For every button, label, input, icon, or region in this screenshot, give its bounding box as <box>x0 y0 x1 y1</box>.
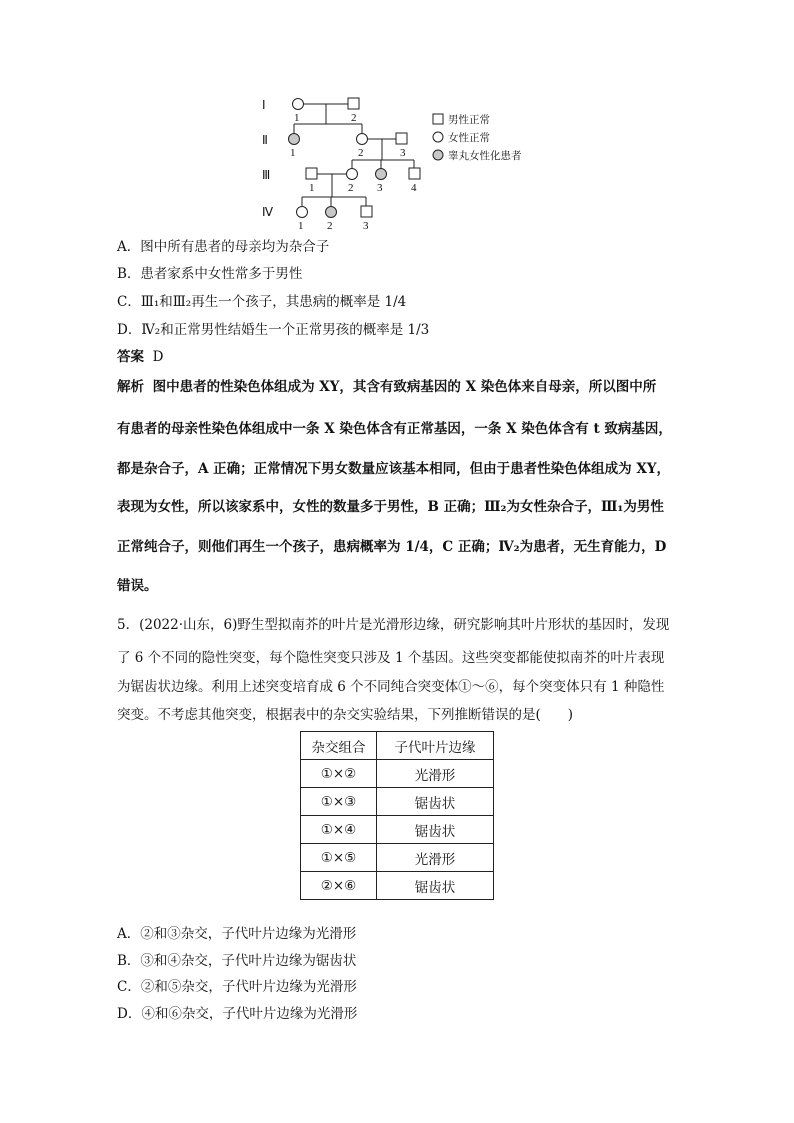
individual-number: 2 <box>327 220 333 232</box>
generation-label: Ⅳ <box>262 205 274 219</box>
q5-stem-line-4: 突变。不考虑其他突变，根据表中的杂交实验结果，下列推断错误的是( ) <box>117 707 574 723</box>
individual-II-2 <box>357 134 368 145</box>
individual-II-1 <box>289 134 300 145</box>
individual-number: 2 <box>348 182 354 194</box>
individual-number: 1 <box>294 112 300 124</box>
circle-shaded-icon <box>433 150 443 160</box>
table-cell: 锯齿状 <box>377 816 494 844</box>
individual-number: 3 <box>400 147 406 159</box>
individual-III-3 <box>376 169 387 180</box>
answer-value: D <box>152 349 164 365</box>
individual-IV-1 <box>297 207 308 218</box>
q5-option-b: B．③和④杂交，子代叶片边缘为锯齿状 <box>117 953 357 969</box>
table-cell: 光滑形 <box>377 760 494 788</box>
q5-option-c: C．②和⑤杂交，子代叶片边缘为光滑形 <box>117 979 357 995</box>
table-cell: ②×⑥ <box>301 872 377 900</box>
individual-I-2 <box>348 98 359 109</box>
analysis-line-2: 有患者的母亲性染色体组成中一条 X 染色体含有正常基因，一条 X 染色体含有 t 致病基因， <box>117 421 672 437</box>
table-row <box>301 788 494 816</box>
q5-option-a: A．②和③杂交，子代叶片边缘为光滑形 <box>117 926 357 942</box>
individual-III-1 <box>306 168 317 179</box>
table-cell: 光滑形 <box>377 844 494 872</box>
square-outline-icon <box>433 114 443 124</box>
individual-number: 1 <box>298 220 304 232</box>
q4-option-b: B．患者家系中女性常多于男性 <box>117 266 303 282</box>
pedigree-diagram <box>0 0 794 240</box>
q4-option-c: C．Ⅲ₁和Ⅲ₂再生一个孩子，其患病的概率是 1/4 <box>117 294 407 310</box>
table-row <box>301 872 494 900</box>
individual-number: 3 <box>377 182 383 194</box>
q5-option-d: D．④和⑥杂交，子代叶片边缘为光滑形 <box>117 1006 358 1022</box>
individual-number: 1 <box>290 147 296 159</box>
q4-option-a: A．图中所有患者的母亲均为杂合子 <box>117 239 330 255</box>
individual-III-4 <box>409 168 420 179</box>
table-header: 杂交组合 <box>301 732 377 760</box>
generation-label: Ⅰ <box>262 98 266 112</box>
table-row <box>301 760 494 788</box>
analysis-line-5: 正常纯合子，则他们再生一个孩子，患病概率为 1/4，C 正确；Ⅳ₂为患者，无生育能力，D <box>117 539 667 555</box>
legend-label: 男性正常 <box>448 114 490 126</box>
analysis-line-3: 都是杂合子，A 正确；正常情况下男女数量应该基本相同，但由于患者性染色体组成为 XY， <box>117 461 670 477</box>
individual-I-1 <box>293 99 304 110</box>
q5-stem-line-1: 5．(2022·山东，6)野生型拟南芥的叶片是光滑形边缘，研究影响其叶片形状的基因时，发现 <box>117 617 670 633</box>
table-header: 子代叶片边缘 <box>377 732 494 760</box>
individual-number: 1 <box>309 182 315 194</box>
legend-label: 睾丸女性化患者 <box>448 150 522 162</box>
table-cell: 锯齿状 <box>377 788 494 816</box>
table-header-row <box>301 732 494 760</box>
table-cell: ①×③ <box>301 788 377 816</box>
table-row <box>301 816 494 844</box>
table-row <box>301 844 494 872</box>
circle-outline-icon <box>433 132 443 142</box>
legend-label: 女性正常 <box>448 132 490 144</box>
answer-line <box>117 347 163 367</box>
individual-II-3 <box>396 133 407 144</box>
table-cell: 锯齿状 <box>377 872 494 900</box>
q5-stem-line-3: 为锯齿状边缘。利用上述突变培育成 6 个不同纯合突变体①～⑥，每个突变体只有 1 种隐性 <box>117 679 665 695</box>
individual-number: 3 <box>363 220 369 232</box>
answer-label: 答案 <box>117 349 144 365</box>
table-cell: ①×⑤ <box>301 844 377 872</box>
individual-number: 4 <box>411 182 417 194</box>
analysis-line-6: 错误。 <box>117 578 158 594</box>
table-cell: ①×② <box>301 760 377 788</box>
individual-number: 2 <box>358 147 364 159</box>
analysis-label: 解析 <box>117 379 144 395</box>
individual-III-2 <box>347 169 358 180</box>
analysis-line-4: 表现为女性，所以该家系中，女性的数量多于男性，B 正确；Ⅲ₂为女性杂合子，Ⅲ₁为男性 <box>117 499 664 515</box>
q4-option-d: D．Ⅳ₂和正常男性结婚生一个正常男孩的概率是 1/3 <box>117 322 430 338</box>
generation-label: Ⅱ <box>262 133 268 147</box>
cross-results-table <box>300 731 494 900</box>
individual-IV-2 <box>326 207 337 218</box>
table-cell: ①×④ <box>301 816 377 844</box>
analysis-line-1: 解析 图中患者的性染色体组成为 XY，其含有致病基因的 X 染色体来自母亲，所以图中所 <box>117 379 657 395</box>
individual-number: 2 <box>351 112 357 124</box>
individual-IV-3 <box>361 206 372 217</box>
generation-label: Ⅲ <box>262 168 271 182</box>
q5-stem-line-2: 了 6 个不同的隐性突变，每个隐性突变只涉及 1 个基因。这些突变都能使拟南芥的叶片表现 <box>117 650 665 666</box>
